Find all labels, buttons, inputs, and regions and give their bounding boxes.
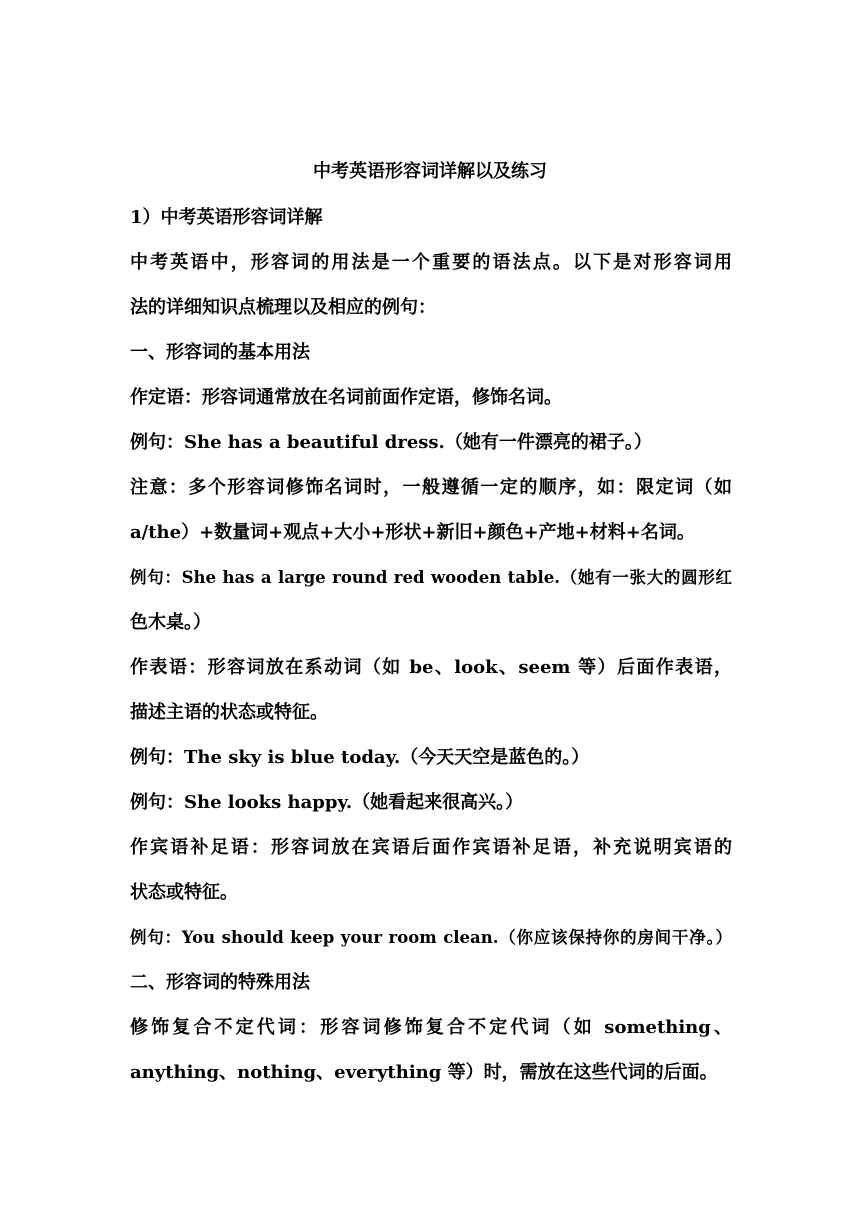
paragraph-line: a/the）+数量词+观点+大小+形状+新旧+颜色+产地+材料+名词。 xyxy=(130,522,695,543)
paragraph-line: 作定语：形容词通常放在名词前面作定语，修饰名词。 xyxy=(130,387,562,408)
paragraph-line: 修饰复合不定代词：形容词修饰复合不定代词（如 something、 xyxy=(130,1017,732,1038)
paragraph-line: 作表语：形容词放在系动词（如 be、look、seem 等）后面作表语， xyxy=(130,657,732,678)
paragraph-line: 注意：多个形容词修饰名词时，一般遵循一定的顺序，如：限定词（如 xyxy=(130,477,732,498)
example-line: 例句：She has a large round red wooden table.（她有一张大的圆形红 xyxy=(130,568,732,587)
paragraph-line: 状态或特征。 xyxy=(130,882,238,903)
section-heading: 一、形容词的基本用法 xyxy=(130,342,310,363)
paragraph-line: 作宾语补足语：形容词放在宾语后面作宾语补足语，补充说明宾语的 xyxy=(130,837,732,858)
example-line: 色木桌。） xyxy=(130,612,211,633)
section-heading: 二、形容词的特殊用法 xyxy=(130,972,310,993)
paragraph-line: 中考英语中，形容词的用法是一个重要的语法点。以下是对形容词用 xyxy=(130,252,732,273)
section-heading: 1）中考英语形容词详解 xyxy=(130,207,323,228)
document-title: 中考英语形容词详解以及练习 xyxy=(313,161,547,182)
paragraph-line: anything、nothing、everything 等）时，需放在这些代词的后面。 xyxy=(130,1062,718,1083)
paragraph-line: 法的详细知识点梳理以及相应的例句： xyxy=(130,297,436,318)
example-line: 例句：You should keep your room clean.（你应该保持你的房间干净。） xyxy=(130,928,732,947)
example-line: 例句：She has a beautiful dress.（她有一件漂亮的裙子。） xyxy=(130,432,652,453)
example-line: 例句：The sky is blue today.（今天天空是蓝色的。） xyxy=(130,747,590,768)
example-line: 例句：She looks happy.（她看起来很高兴。） xyxy=(130,792,524,813)
paragraph-line: 描述主语的状态或特征。 xyxy=(130,702,328,723)
